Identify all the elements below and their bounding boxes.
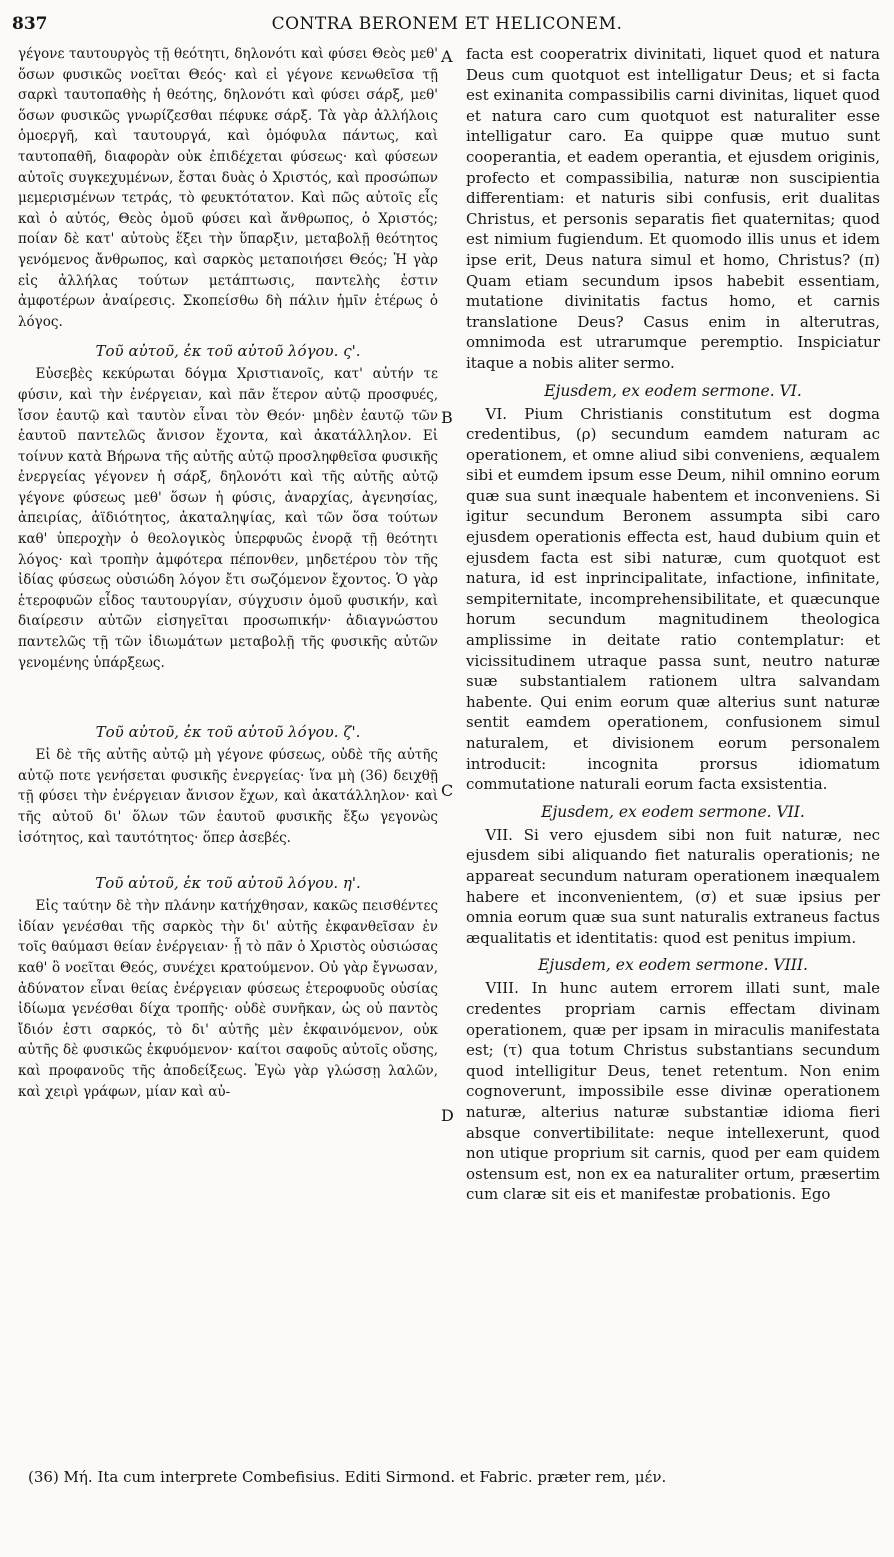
greek-heading-7: Τοῦ αὐτοῦ, ἐκ τοῦ αὐτοῦ λόγου. ζ'. [95,723,361,742]
greek-column [18,44,438,1102]
latin-paragraph-5-end: facta est cooperatrix divinitati, liquet quod et natura Deus cum quotquot est intelligatur Deus; et si facta est exinanita compassibilis carni divinitas, liquet quod et natura caro cum quotquot est naturaliter esse intelligatur caro. Ea quippe quæ mutuo sunt cooperantia, et eadem operantia, et ejusdem originis, profecto et compassibilia, naturæ non suscipientia differentiam: et naturis sibi confusis, erit dualitas Christus, et personis separatis fiet quaternitas; quod est nimium fugiendum. Et quomodo illis unus et idem ipse erit, Deus natura simul et homo, Christus? (π) Quam etiam secundum ipsos habebit essentiam, mutatione divinitatis factus homo, et carnis translatione Deus? Casus enim in alterutras, omnimoda est utrarumque peremptio. Inspiciatur itaque a nobis aliter sermo. [466,45,880,372]
latin-heading-6: Ejusdem, ex eodem sermone. VI. [544,381,802,400]
latin-paragraph-8: VIII. In hunc autem errorem illati sunt, male credentes propriam carnis effectam divinam operationem, quæ per ipsam in miraculis manifestata est; (τ) qua totum Christus substantians secundum quod intelligitur Deus, tenet retentum. Non enim cognoverunt, impossibile esse divinæ operationem naturæ, alterius naturæ substantiæ idioma fieri absque convertibilitate: neque intellexerunt, quod non utique proprium sit carnis, quod per eam quidem ostensum est, non ex ea naturaliter ortum, præsertim cum claræ sit eis et manifestæ probationis. Ego [466,979,880,1204]
latin-heading-8: Ejusdem, ex eodem sermone. VIII. [538,956,808,975]
greek-paragraph-8: Εἰς ταύτην δὲ τὴν πλάνην κατήχθησαν, κακῶς πεισθέντες ἰδίαν γενέσθαι τῆς σαρκὸς τὴν δι' αὐτῆς ἐκφανθεῖσαν ἐν τοῖς θαύμασι θείαν ἐνέργειαν· ᾗ τὸ πᾶν ὁ Χριστὸς οὐσιώσας καθ' ὃ νοεῖται Θεός, συνέχει κρατούμενον. Οὐ γὰρ ἔγνωσαν, ἀδύνατον εἶναι θείας ἐνέργειαν φύσεως ἑτεροφυοῦς οὐσίας ἰδίωμα γενέσθαι δίχα τροπῆς· οὐδὲ συνῆκαν, ὡς οὐ παντὸς ἴδιόν ἐστι σαρκός, τὸ δι' αὐτῆς μὲν ἐκφαινόμενον, οὐκ αὐτῆς δὲ φυσικῶς ἐκφυόμενον· καίτοι σαφοῦς αὐτοῖς οὔσης, καὶ προφανοῦς τῆς ἀποδείξεως. Ἐγὼ γὰρ γλώσσῃ λαλῶν, καὶ χειρὶ γράφων, μίαν καὶ αὐ- [18,898,438,1100]
greek-paragraph-7: Εἰ δὲ τῆς αὐτῆς αὐτῷ μὴ γέγονε φύσεως, οὐδὲ τῆς αὐτῆς αὐτῷ ποτε γενήσεται φυσικῆς ἐνεργείας· ἵνα μὴ (36) δειχθῇ τῇ φύσει τὴν ἐνέργειαν ἄνισον ἔχων, καὶ ἀκατάλληλον· καὶ τῆς αὐτοῦ δι' ὅλων τῶν ἑαυτοῦ φυσικῆς ἔξω γεγονὼς ἰσότητος, καὶ ταυτότητος· ὅπερ ἀσεβές. [18,747,438,846]
greek-heading-6: Τοῦ αὐτοῦ, ἐκ τοῦ αὐτοῦ λόγου. ς'. [95,342,361,361]
margin-letter-b: B [441,408,453,427]
latin-paragraph-6: VI. Pium Christianis constitutum est dogma credentibus, (ρ) secundum eamdem naturam ac operationem, et omne aliud sibi conveniens, æqualem sibi et eumdem ipsum esse Deum, nihil omnino eorum quæ sua sunt inæquale habentem et inconveniens. Si igitur secundum Beronem assumpta sibi caro ejusdem operationis effecta est, haud dubium quin et ejusdem facta est sibi naturæ, cum quotquot est natura, id est inprincipalitate, infactione, infinitate, sempiternitate, incomprehensibilitate, et quæcunque horum secundum magnitudinem theologica amplissime in deitate ratio contemplatur: et vicissitudinem utraque passa sunt, neutro naturæ suæ substantialem rationem ultra salvandam habente. Qui enim eorum quæ alterius sunt naturæ sentit eamdem operationem, confusionem simul naturalem, et divisionem eorum personalem introducit: incognita prorsus idiomatum commutatione naturali eorum facta exsistentia. [466,404,880,794]
greek-paragraph-5-end: γέγονε ταυτουργὸς τῇ θεότητι, δηλονότι καὶ φύσει Θεὸς μεθ' ὅσων φυσικῶς νοεῖται Θεός· καὶ εἰ γέγονε κενωθεῖσα τῇ σαρκὶ ταυτοπαθὴς ἡ θεότης, δηλονότι καὶ φύσει σάρξ, μεθ' ὅσων φυσικῶς γνωρίζεσθαι πέφυκε σάρξ. Τὰ γὰρ ἀλλήλοις ὁμοεργῆ, καὶ ταυτουργά, καὶ ὁμόφυλα πάντως, καὶ ταυτοπαθῆ, διαφορὰν οὐκ ἐπιδέχεται φύσεως· καὶ φύσεων αὐτοῖς συγκεχυμένων, ἔσται δυὰς ὁ Χριστός, καὶ προσώπων μεμερισμένων τετράς, τὸ φευκτότατον. Καὶ πῶς αὐτοῖς εἷς καὶ ὁ αὐτός, Θεὸς ὁμοῦ φύσει καὶ ἄνθρωπος, ὁ Χριστός; ποίαν δὲ κατ' αὐτοὺς ἕξει τὴν ὕπαρξιν, μεταβολῇ θεότητος γενόμενος ἄνθρωπος, καὶ σαρκὸς μεταποιήσει Θεός; Ἡ γὰρ εἰς ἀλλήλας τούτων μετάπτωσις, παντελὴς ἐστιν ἀμφοτέρων ἀναίρεσις. Σκοπείσθω δὴ πάλιν ἡμῖν ἑτέρως ὁ λόγος. [18,46,438,330]
latin-column [466,44,880,1205]
footnote: (36) Μή. Ita cum interprete Combefisius. Editi Sirmond. et Fabric. præter rem, μέν. [28,1468,667,1486]
greek-paragraph-6: Εὐσεβὲς κεκύρωται δόγμα Χριστιανοῖς, κατ' αὐτήν τε φύσιν, καὶ τὴν ἐνέργειαν, καὶ πᾶν ἕτερον αὐτῷ προσφυές, ἴσον ἑαυτῷ καὶ ταυτὸν εἶναι τὸν Θεόν· μηδὲν ἑαυτῷ τῶν ἑαυτοῦ παντελῶς ἄνισον ἔχοντα, καὶ ἀκατάλληλον. Εἰ τοίνυν κατὰ Βήρωνα τῆς αὐτῆς αὐτῷ προσληφθεῖσα φυσικῆς ἐνεργείας γέγονεν ἡ σάρξ, δηλονότι καὶ τῆς αὐτῆς αὐτῷ γέγονε φύσεως μεθ' ὅσων ἡ φύσις, ἀναρχίας, ἀγενησίας, ἀπειρίας, ἀϊδιότητος, ἀκαταληψίας, καὶ τῶν ὅσα τούτων καθ' ὑπεροχὴν ὁ θεολογικὸς ὑπερφυῶς ἐνορᾷ τῇ θεότητι λόγος· καὶ τροπὴν ἀμφότερα πέπονθεν, μηδετέρου τὸν τῆς ἰδίας φύσεως οὐσιώδη λόγον ἔτι σωζόμενον ἔχοντος. Ὁ γὰρ ἑτεροφυῶν εἶδος ταυτουργίαν, σύγχυσιν ὁμοῦ φυσικήν, καὶ διαίρεσιν αὐτῶν εἰσηγεῖται προσωπικήν· ἀδιαγνώστου παντελῶς τῇ τῶν ἰδιωμάτων μεταβολῇ τῆς φυσικῆς αὐτῶν γενομένης ὑπάρξεως. [18,366,438,671]
margin-letter-d: D [441,1106,454,1125]
margin-letter-a: A [441,47,453,66]
page-number: 837 [12,14,48,34]
page-header [0,14,894,38]
latin-paragraph-7: VII. Si vero ejusdem sibi non fuit naturæ, nec ejusdem sibi aliquando fiet naturalis operationis; ne appareat secundum naturam operationem inæqualem habere et inconvenientem, (σ) et suæ ipsius per omnia eorum quæ sua sunt naturalis extraneus factus æqualitatis et identitatis: quod est penitus impium. [466,825,880,947]
latin-heading-7: Ejusdem, ex eodem sermone. VII. [541,802,805,821]
margin-letter-c: C [441,781,454,800]
greek-heading-8: Τοῦ αὐτοῦ, ἐκ τοῦ αὐτοῦ λόγου. η'. [95,874,361,893]
running-title: CONTRA BERONEM ET HELICONEM. [271,14,623,34]
